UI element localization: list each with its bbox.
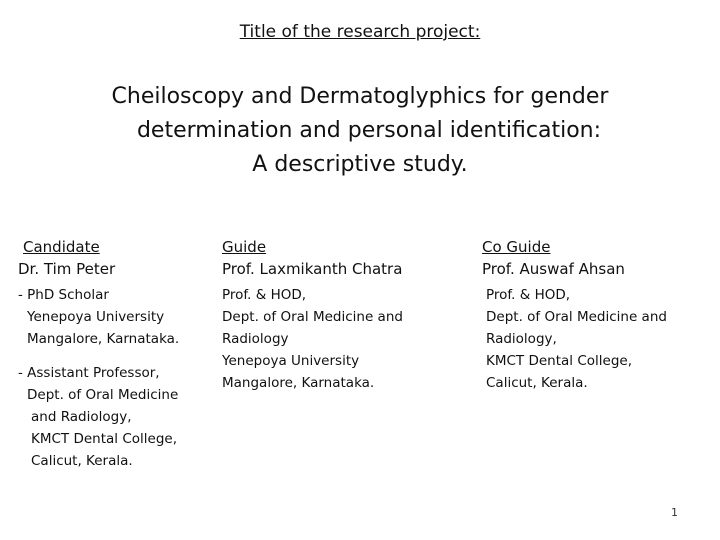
candidate-detail: Dept. of Oral Medicine [27, 387, 179, 403]
guide-detail: Prof. & HOD, [222, 287, 307, 303]
project-title-label-text: Title of the research project: [239, 22, 481, 42]
candidate-heading: Candidate [23, 238, 100, 256]
candidate-name: Dr. Tim Peter [18, 260, 116, 278]
main-title [60, 80, 660, 182]
co-guide-detail: Radiology, [486, 331, 557, 347]
co-guide-detail: Calicut, Kerala. [486, 375, 588, 391]
candidate-detail: Mangalore, Karnataka. [27, 331, 180, 347]
guide-name: Prof. Laxmikanth Chatra [222, 260, 403, 278]
main-title-line: determination and personal identification: [136, 118, 602, 143]
guide-detail: Radiology [222, 331, 289, 347]
co-guide-detail: Dept. of Oral Medicine and [486, 309, 667, 325]
candidate-detail: - Assistant Professor, [18, 365, 160, 381]
spacer [18, 350, 218, 362]
candidate-detail: Calicut, Kerala. [31, 453, 133, 469]
candidate-column [18, 236, 218, 472]
candidate-detail: and Radiology, [31, 409, 132, 425]
co-guide-detail: Prof. & HOD, [486, 287, 571, 303]
guide-detail: Yenepoya University [222, 353, 360, 369]
main-title-line: Cheiloscopy and Dermatoglyphics for gender [111, 84, 609, 109]
candidate-detail: - PhD Scholar [18, 287, 109, 303]
candidate-detail: KMCT Dental College, [31, 431, 177, 447]
guide-detail: Mangalore, Karnataka. [222, 375, 375, 391]
guide-column [222, 236, 457, 394]
main-title-line: A descriptive study. [252, 152, 468, 177]
project-title-label [0, 20, 720, 44]
co-guide-detail: KMCT Dental College, [486, 353, 632, 369]
candidate-detail: Yenepoya University [27, 309, 165, 325]
co-guide-name: Prof. Auswaf Ahsan [482, 260, 625, 278]
page-number: 1 [671, 506, 678, 519]
co-guide-heading: Co Guide [482, 238, 551, 256]
guide-heading: Guide [222, 238, 267, 256]
guide-detail: Dept. of Oral Medicine and [222, 309, 403, 325]
co-guide-column [482, 236, 712, 394]
